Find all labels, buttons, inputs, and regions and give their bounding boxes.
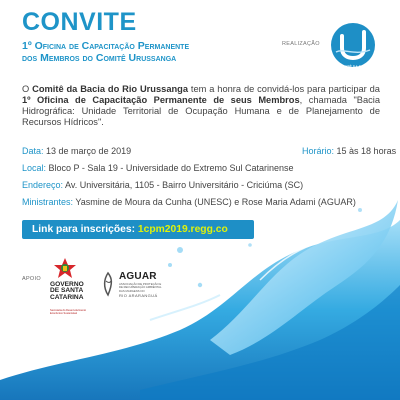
date-value: 13 de março de 2019 [46,146,132,156]
santa-catarina-coat-of-arms-icon [52,257,78,281]
time-value: 15 às 18 horas [336,146,397,156]
registration-link-label: Link para inscrições: [32,224,136,235]
local-label: Local: [22,163,47,173]
address-value: Av. Universitária, 1105 - Bairro Universitário - Criciúma (SC) [65,180,304,190]
gov-line-3: CATARINA [50,293,84,301]
logo-caption [328,65,380,74]
speakers-row [22,197,356,207]
realizacao-label: REALIZAÇÃO [282,41,320,47]
aguar-logo-icon [101,271,115,297]
time-label: Horário: [302,146,335,156]
aguar-logo-name: AGUAR [119,271,157,282]
page-title: CONVITE [22,8,137,36]
local-row [22,163,294,173]
intro-text-2: tem a honra de convidá-los para participar da [188,84,380,94]
registration-link-url[interactable]: 1cpm2019.regg.co [137,224,228,235]
intro-text-1: O [22,84,33,94]
aguar-logo-subtitle: ASSOCIAÇÃO DE PROTEÇÃO E DE RECUPERAÇÃO AMBIENTAL DAS MARGENS DO [119,282,162,293]
intro-text-3: , chamada "Bacia Hidrográfica: Unidade Territorial de Ocupação Humana e de Planejamento de Recursos Hídricos". [22,95,380,127]
aguar-logo-rio: RIO ARARANGUÁ [119,293,158,298]
event-subtitle [22,40,189,64]
speakers-label: Ministrantes: [22,197,74,207]
governo-sc-logo-text [50,282,95,301]
date-row [22,146,131,156]
address-label: Endereço: [22,180,64,190]
apoio-label: APOIO [22,276,41,282]
logo-caption-line-2: DO RIO URUSSANGA [335,69,373,74]
gov-line-2: DE SANTA [50,287,84,295]
intro-bold-comite: Comitê da Bacia do Rio Urussanga [32,84,189,94]
governo-sc-secretaria: Secretaria do Desenvolvimento Econômico Sustentável [50,309,87,315]
subtitle-line-1: 1º Oficina de Capacitação Permanente [22,40,190,52]
speakers-value: Yasmine de Moura da Cunha (UNESC) e Rose Maria Adami (AGUAR) [75,197,356,207]
intro-bold-oficina: 1º Oficina de Capacitação Permanente de seus Membros [22,95,300,105]
registration-link-bar[interactable] [22,220,254,239]
logo-caption-line-1: COMITÊ DA BACIA [337,65,371,69]
gov-line-1: GOVERNO [50,281,84,288]
date-label: Data: [22,146,44,156]
address-row [22,180,303,190]
intro-paragraph [22,84,380,128]
comite-urussanga-logo [330,22,376,68]
time-row [302,146,396,156]
subtitle-line-2: dos Membros do Comitê Urussanga [22,52,177,64]
local-value: Bloco P - Sala 19 - Universidade do Extremo Sul Catarinense [48,163,294,173]
